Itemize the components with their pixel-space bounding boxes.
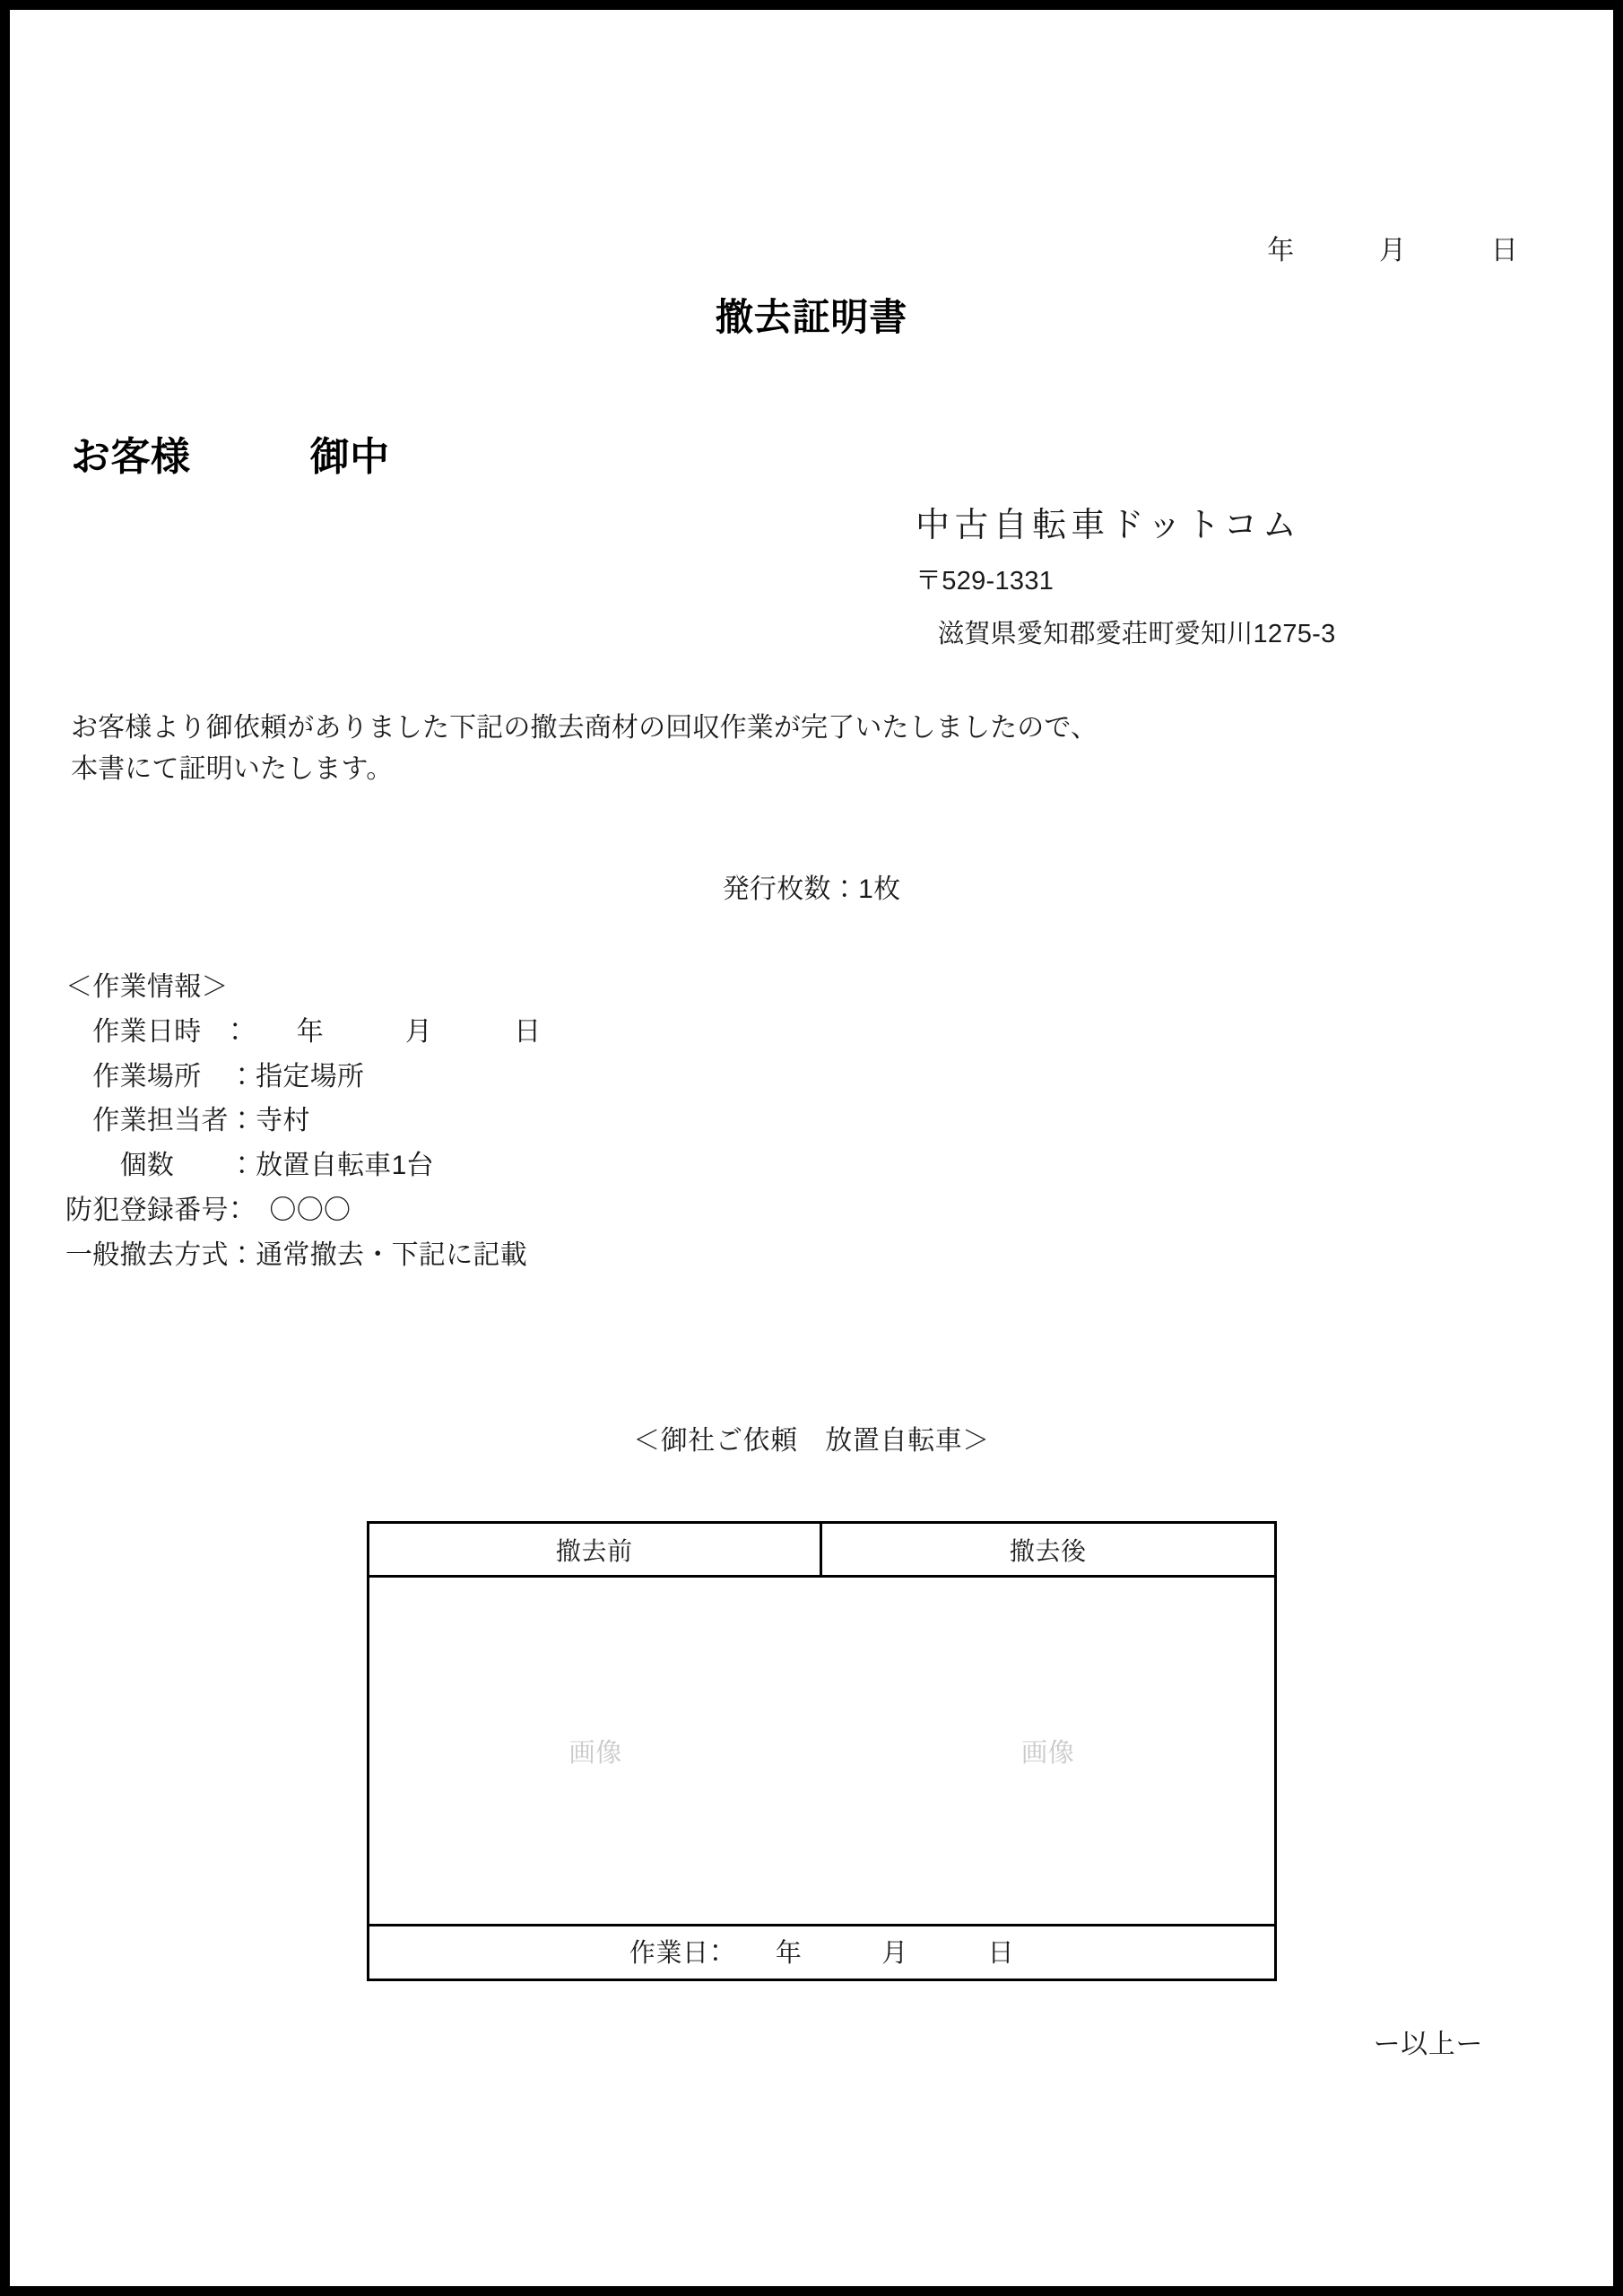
work-info-section: [65, 965, 541, 1278]
closing-mark: ー以上ー: [1373, 2030, 1483, 2059]
image-placeholder-after: 画像: [1021, 1738, 1075, 1768]
issue-date-line: 年 月 日: [1267, 236, 1519, 265]
work-info-row-removal-method: 一般撤去方式：通常撤去・下記に記載: [65, 1239, 528, 1270]
photo-table-header-before: 撤去前: [369, 1524, 822, 1575]
work-info-heading: ＜作業情報＞: [65, 972, 229, 1002]
photo-slot-after[interactable]: [822, 1578, 1275, 1924]
photo-table-heading: ＜御社ご依頼 放置自転車＞: [633, 1426, 990, 1456]
issued-copies-count: 発行枚数：1枚: [722, 874, 901, 904]
work-info-row-location: 作業場所 ：指定場所: [65, 1061, 365, 1091]
body-paragraph-line-1: お客様より御依頼がありました下記の撤去商材の回収作業が完了いたしましたので、: [71, 713, 1098, 743]
photo-table: [367, 1521, 1277, 1981]
photo-table-header-after: 撤去後: [1009, 1536, 1087, 1565]
work-info-row-staff: 作業担当者：寺村: [65, 1106, 310, 1136]
issuer-company-name: 中古自転車ドットコム: [916, 507, 1302, 544]
body-paragraph-line-2: 本書にて証明いたします。: [71, 753, 394, 784]
document-sheet: [10, 10, 1613, 2286]
work-info-row-datetime: 作業日時 ： 年 月 日: [65, 1016, 542, 1047]
work-info-row-registration-number: 防犯登録番号： 〇〇〇: [65, 1195, 352, 1225]
issuer-address: 滋賀県愛知郡愛荘町愛知川1275-3: [938, 620, 1336, 648]
photo-table-work-date: 作業日： 年 月 日: [629, 1939, 1015, 1968]
body-paragraph: [71, 708, 1098, 789]
addressee-line: お客様 御中: [71, 435, 390, 479]
photo-table-image-row: [369, 1578, 1274, 1926]
page-title: 撤去証明書: [715, 296, 908, 338]
work-info-row-quantity: 個数 ：放置自転車1台: [65, 1151, 434, 1181]
issuer-postal-code: 〒529-1331: [916, 567, 1055, 596]
photo-table-header-row: [369, 1524, 1274, 1578]
image-placeholder-before: 画像: [568, 1738, 622, 1768]
photo-slot-before[interactable]: [369, 1578, 822, 1924]
issuer-block: [916, 497, 1543, 650]
